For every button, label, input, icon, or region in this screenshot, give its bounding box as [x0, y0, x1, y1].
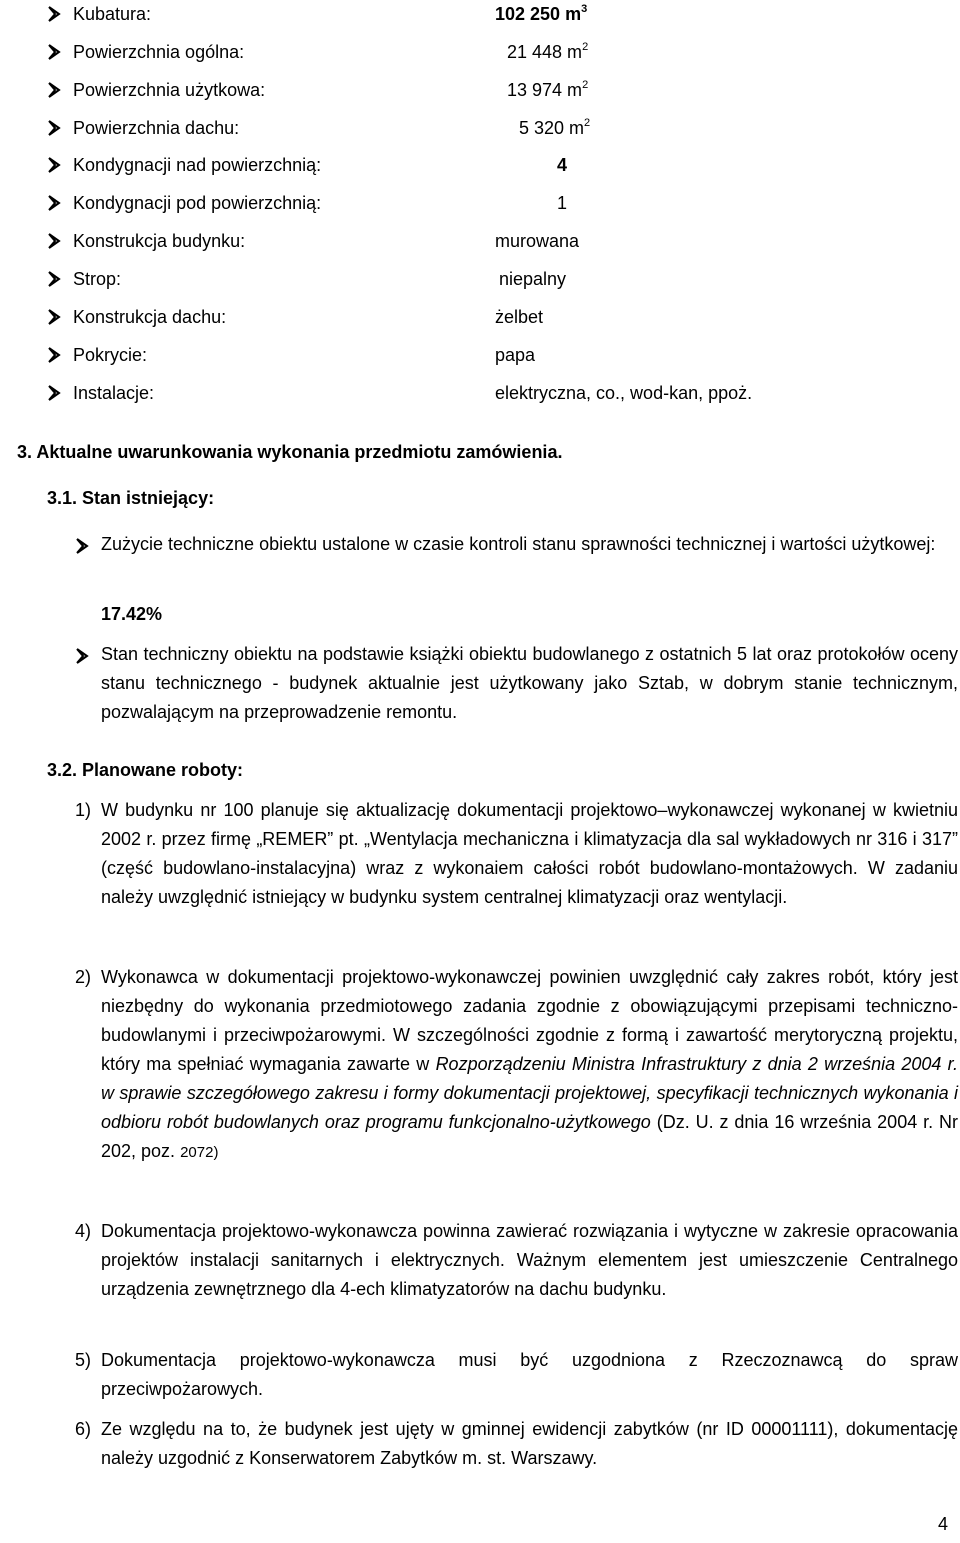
- item-2-number: 2): [75, 967, 92, 987]
- regulation-reference: Rozporządzeniu Ministra Infrastruktury z dnia 2 września 2004 r. w sprawie szczegółowego zakresu i formy dokumentacji projektowej, specyfikacji technicznych wykonania i odbioru robót budowlanych oraz programu funkcjonalno-użytkowego: [101, 1054, 958, 1132]
- spec-value: [495, 305, 543, 329]
- section-3-2-heading: 3.2. Planowane roboty:: [47, 760, 244, 780]
- page-number: 4: [938, 1514, 949, 1534]
- spec-label: Pokrycie:: [73, 345, 148, 365]
- arrow-bullet-icon: [75, 535, 91, 557]
- wear-value: 17.42%: [101, 604, 163, 624]
- arrow-bullet-icon: [47, 41, 63, 63]
- arrow-bullet-icon: [47, 306, 63, 328]
- spec-value-text: 102 250 m: [495, 4, 582, 24]
- spec-label: Powierzchnia ogólna:: [73, 42, 245, 62]
- arrow-bullet-icon: [75, 645, 91, 667]
- spec-row: [0, 153, 960, 190]
- spec-value-text: żelbet: [495, 307, 544, 327]
- item-1-number: 1): [75, 800, 92, 820]
- spec-unit-exponent: 3: [581, 3, 588, 15]
- spec-row: [0, 343, 960, 380]
- arrow-bullet-icon: [47, 3, 63, 25]
- spec-value: [507, 40, 588, 64]
- item-4-number: 4): [75, 1221, 92, 1241]
- spec-label: Konstrukcja budynku:: [73, 231, 246, 251]
- item-1-text: W budynku nr 100 planuje się aktualizację dokumentacji projektowo–wykonawczej wykonanej w kwietniu 2002 r. przez firmę „REMER” pt. „Wentylacja mechaniczna i klimatyzacja dla sal wykładowych nr 316 i 317” (część budowlano-instalacyjna) wraz z wykonaiem całości robót budowlano-montażowych. W zadaniu należy uwzględnić istniejący w budynku system centralnej klimatyzacji oraz wentylacji.: [101, 800, 958, 907]
- arrow-bullet-icon: [47, 268, 63, 290]
- spec-row: [0, 267, 960, 304]
- arrow-bullet-icon: [47, 117, 63, 139]
- spec-value-text: papa: [495, 345, 536, 365]
- journal-reference: (Dz. U. z dnia 16 września 2004 r. Nr 202, poz.: [101, 1112, 958, 1161]
- spec-row: [0, 40, 960, 77]
- item-4-text: Dokumentacja projektowo-wykonawcza powinna zawierać rozwiązania i wytyczne w zakresie opracowania projektów instalacji sanitarnych i elektrycznych. Ważnym elementem jest umieszczenie Centralnego urządzenia zewnętrznego dla 4-ech klimatyzatorów na dachu budynku.: [101, 1221, 958, 1299]
- spec-row: [0, 2, 960, 39]
- item-6-text: Ze względu na to, że budynek jest ujęty w gminnej ewidencji zabytków (nr ID 00001111), dokumentację należy uzgodnić z Konserwatorem Zabytków m. st. Warszawy.: [101, 1419, 958, 1468]
- spec-value: [495, 229, 579, 253]
- spec-value-text: murowana: [495, 231, 580, 251]
- arrow-bullet-icon: [47, 382, 63, 404]
- spec-value-text: 5 320 m: [519, 118, 585, 138]
- spec-label: Instalacje:: [73, 383, 155, 403]
- arrow-bullet-icon: [47, 344, 63, 366]
- spec-row: [0, 305, 960, 342]
- arrow-bullet-icon: [47, 192, 63, 214]
- spec-unit-exponent: 2: [582, 79, 589, 91]
- spec-row: [0, 229, 960, 266]
- spec-label: Kondygnacji pod powierzchnią:: [73, 193, 322, 213]
- spec-value-text: 21 448 m: [507, 42, 583, 62]
- arrow-bullet-icon: [47, 154, 63, 176]
- journal-position: 2072): [180, 1144, 219, 1161]
- spec-value-text: niepalny: [499, 269, 567, 289]
- technical-condition-description: Stan techniczny obiektu na podstawie książki obiektu budowlanego z ostatnich 5 lat oraz protokołów oceny stanu technicznego - budynek aktualnie jest użytkowany jako Sztab, w dobrym stanie technicznym, pozwalającym na przeprowadzenie remontu.: [101, 644, 958, 722]
- spec-value: [495, 2, 587, 26]
- section-3-heading: 3. Aktualne uwarunkowania wykonania przedmiotu zamówienia.: [17, 442, 563, 462]
- item-2-main-text: Wykonawca w dokumentacji projektowo-wykonawczej powinien uwzględnić cały zakres robót, który jest niezbędny do wykonania przedmiotowego zadania zgodnie z obowiązującymi przepisami techniczno-budowlanymi i przeciwpożarowymi. W szczególności zgodnie z formą i zawartość merytoryczną projektu, który ma spełniać wymagania zawarte w: [101, 967, 958, 1074]
- wear-description: Zużycie techniczne obiektu ustalone w czasie kontroli stanu sprawności technicznej i wartości użytkowej:: [101, 534, 936, 554]
- spec-row: [0, 116, 960, 153]
- spec-value: [557, 191, 567, 215]
- spec-unit-exponent: 2: [582, 41, 589, 53]
- spec-label: Strop:: [73, 269, 122, 289]
- spec-row: [0, 191, 960, 228]
- spec-value-text: 4: [557, 155, 568, 175]
- item-5-number: 5): [75, 1350, 92, 1370]
- spec-value: [519, 116, 590, 140]
- spec-value: [507, 78, 588, 102]
- spec-value: [495, 343, 535, 367]
- item-2-text: [101, 963, 958, 1167]
- spec-value: [495, 381, 752, 405]
- spec-value-text: 13 974 m: [507, 80, 583, 100]
- spec-value-text: elektryczna, co., wod-kan, ppoż.: [495, 383, 753, 403]
- spec-label: Konstrukcja dachu:: [73, 307, 227, 327]
- spec-row: [0, 381, 960, 418]
- section-3-1-heading: 3.1. Stan istniejący:: [47, 488, 215, 508]
- item-5-text: Dokumentacja projektowo-wykonawcza musi być uzgodniona z Rzeczoznawcą do spraw przeciwpożarowych.: [101, 1350, 958, 1399]
- spec-unit-exponent: 2: [584, 117, 591, 129]
- spec-value-text: 1: [557, 193, 568, 213]
- spec-value: [557, 153, 567, 177]
- arrow-bullet-icon: [47, 79, 63, 101]
- spec-value: [499, 267, 566, 291]
- item-6-number: 6): [75, 1419, 92, 1439]
- spec-row: [0, 78, 960, 115]
- spec-label: Powierzchnia użytkowa:: [73, 80, 266, 100]
- spec-label: Kubatura:: [73, 4, 152, 24]
- spec-label: Kondygnacji nad powierzchnią:: [73, 155, 322, 175]
- spec-label: Powierzchnia dachu:: [73, 118, 240, 138]
- arrow-bullet-icon: [47, 230, 63, 252]
